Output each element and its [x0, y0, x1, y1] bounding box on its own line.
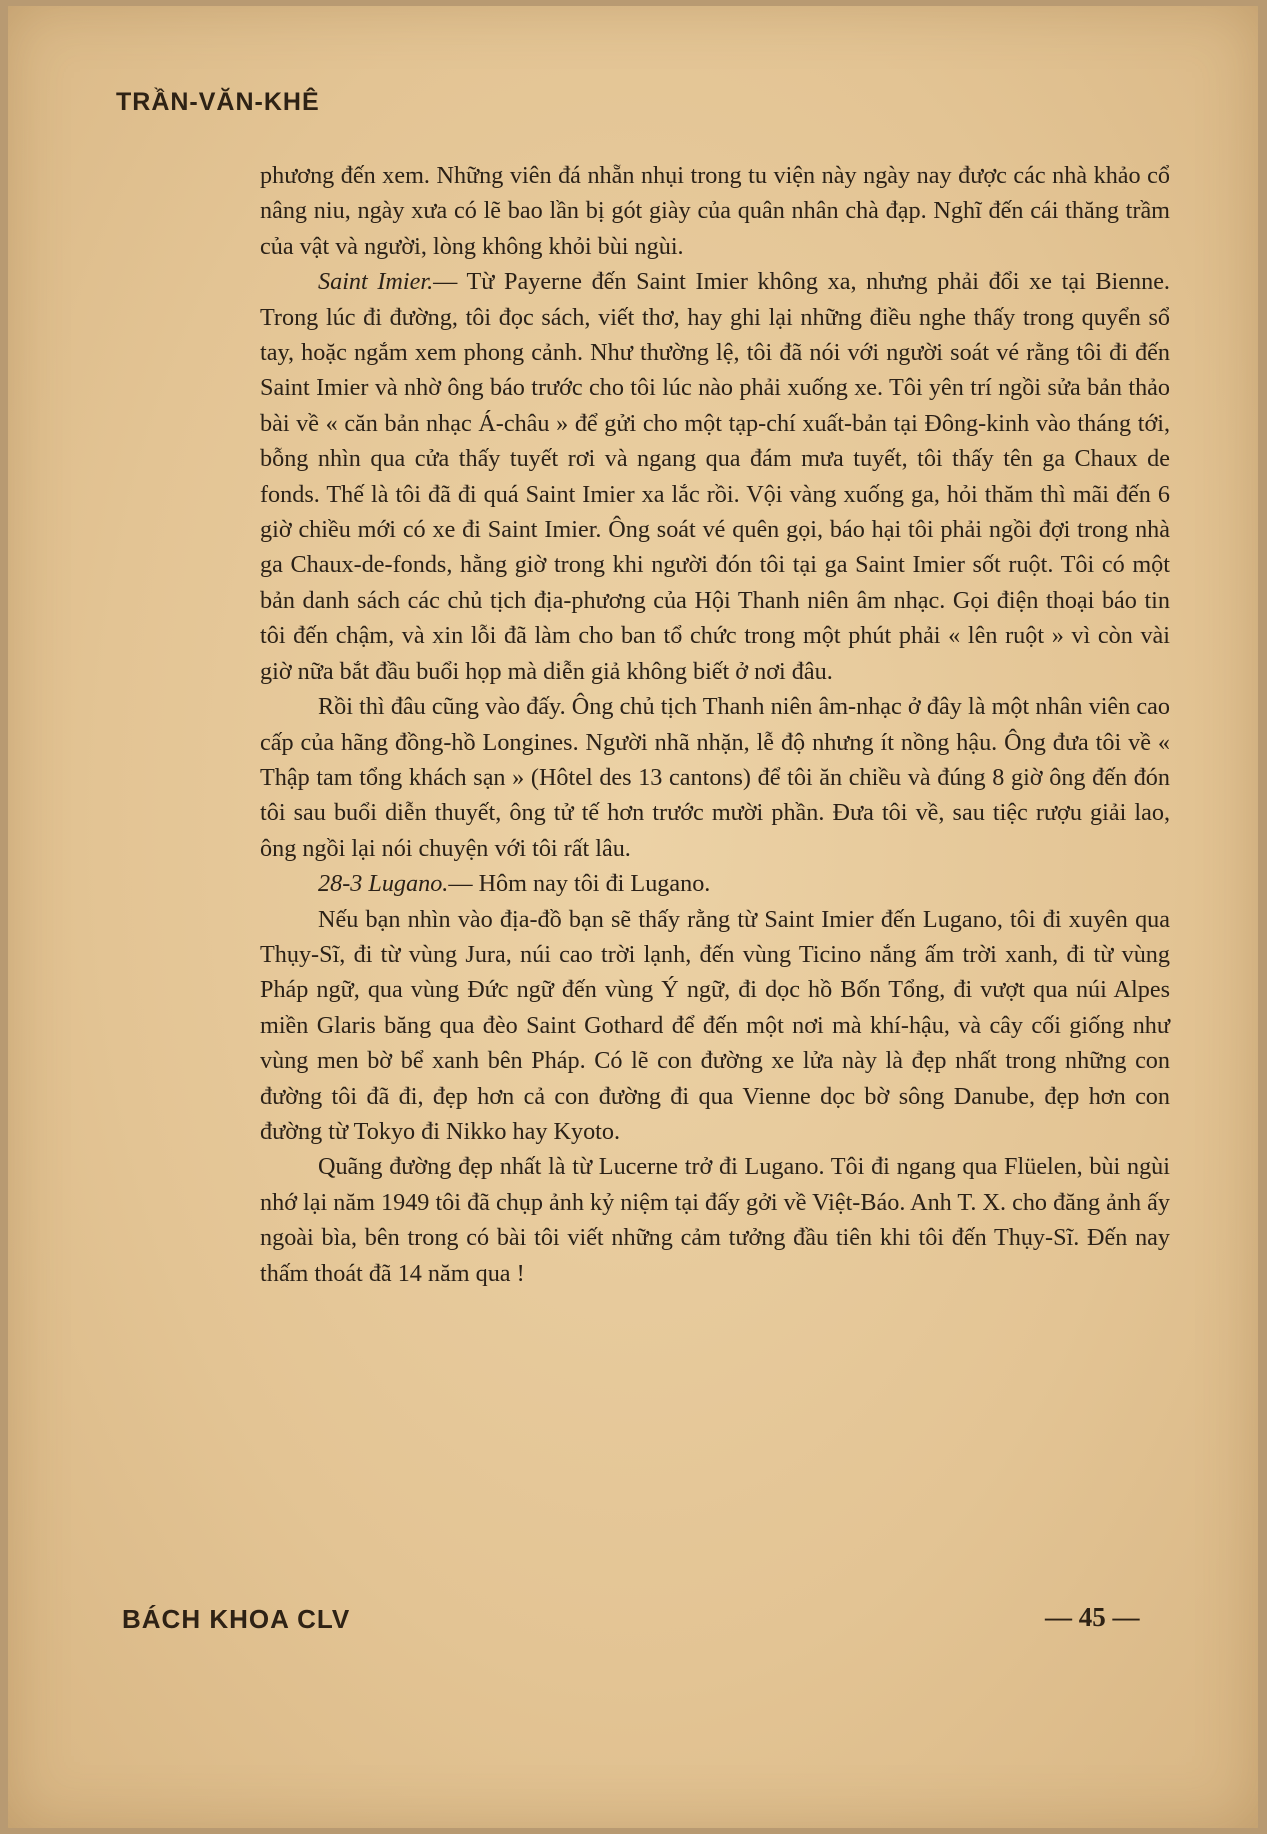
paragraph: Quãng đường đẹp nhất là từ Lucerne trở đi Lugano. Tôi đi ngang qua Flüelen, bùi ngùi nhớ lại năm 1949 tôi đã chụp ảnh kỷ niệm tại đấy gởi về Việt-Báo. Anh T. X. cho đăng ảnh ấy ngoài bìa, bên trong có bài tôi viết những cảm tưởng đầu tiên khi tôi đến Thụy-Sĩ. Đến nay thấm thoát đã 14 năm qua !	[260, 1153, 1170, 1287]
section-lead: 28-3 Lugano.	[318, 870, 449, 898]
section-lead: Saint Imier.	[318, 268, 434, 296]
paragraph-text: — Từ Payerne đến Saint Imier không xa, nhưng phải đổi xe tại Bienne. Trong lúc đi đường, tôi đọc sách, viết thơ, hay ghi lại những điều nghe thấy trong quyển sổ tay, hoặc ngắm xem phong cảnh. Như thường lệ, tôi đã nói với người soát vé rằng tôi đi đến Saint Imier và nhờ ông báo trước cho tôi lúc nào phải xuống xe. Tôi yên trí ngồi sửa bản thảo bài về « căn bản nhạc Á-châu » để gửi cho một tạp-chí xuất-bản tại Đông-kinh vào tháng tới, bỗng nhìn qua cửa thấy tuyết rơi và ngang qua đám mưa tuyết, tôi thấy tên ga Chaux de fonds. Thế là tôi đã đi quá Saint Imier xa lắc rồi. Vội vàng xuống ga, hỏi thăm thì mãi đến 6 giờ chiều mới có xe đi Saint Imier. Ông soát vé quên gọi, báo hại tôi phải ngồi đợi trong nhà ga Chaux-de-fonds, hằng giờ trong khi người đón tôi tại ga Saint Imier sốt ruột. Tôi có một bản danh sách các chủ tịch địa-phương của Hội Thanh niên âm nhạc. Gọi điện thoại báo tin tôi đến chậm, và xin lỗi đã làm cho ban tổ chức trong một phút phải « lên ruột » vì còn vài giờ nữa bắt đầu buổi họp mà diễn giả không biết ở nơi đâu.	[260, 268, 1170, 685]
paragraph-lugano	[260, 866, 1170, 901]
article-body	[260, 158, 1170, 1291]
paragraph: Rồi thì đâu cũng vào đấy. Ông chủ tịch Thanh niên âm-nhạc ở đây là một nhân viên cao cấp của hãng đồng-hồ Longines. Người nhã nhặn, lễ độ nhưng ít nồng hậu. Ông đưa tôi về « Thập tam tổng khách sạn » (Hôtel des 13 cantons) để tôi ăn chiều và đúng 8 giờ ông đến đón tôi sau buổi diễn thuyết, ông tử tế hơn trước mười phần. Đưa tôi về, sau tiệc rượu giải lao, ông ngồi lại nói chuyện với tôi rất lâu.	[260, 693, 1170, 862]
page-number: — 45 —	[1045, 1602, 1140, 1632]
paragraph-text: — Hôm nay tôi đi Lugano.	[448, 870, 711, 898]
journal-footer: BÁCH KHOA CLV	[122, 1604, 351, 1634]
magazine-page	[8, 6, 1258, 1828]
running-header-author: TRẦN-VĂN-KHÊ	[116, 88, 320, 116]
paragraph-saint-imier	[260, 264, 1170, 689]
paragraph: phương đến xem. Những viên đá nhẵn nhụi trong tu viện này ngày nay được các nhà khảo cổ nâng niu, ngày xưa có lẽ bao lần bị gót giày của quân nhân chà đạp. Nghĩ đến cái thăng trầm của vật và người, lòng không khỏi bùi ngùi.	[260, 162, 1170, 260]
paragraph: Nếu bạn nhìn vào địa-đồ bạn sẽ thấy rằng từ Saint Imier đến Lugano, tôi đi xuyên qua Thụy-Sĩ, đi từ vùng Jura, núi cao trời lạnh, đến vùng Ticino nắng ấm trời xanh, đi từ vùng Pháp ngữ, qua vùng Đức ngữ đến vùng Ý ngữ, đi dọc hồ Bốn Tổng, đi vượt qua núi Alpes miền Glaris băng qua đèo Saint Gothard để đến một nơi mà khí-hậu, và cây cối giống như vùng men bờ bể xanh bên Pháp. Có lẽ con đường xe lửa này là đẹp nhất trong những con đường tôi đã đi, đẹp hơn cả con đường đi qua Vienne dọc bờ sông Danube, đẹp hơn con đường từ Tokyo đi Nikko hay Kyoto.	[260, 905, 1170, 1145]
